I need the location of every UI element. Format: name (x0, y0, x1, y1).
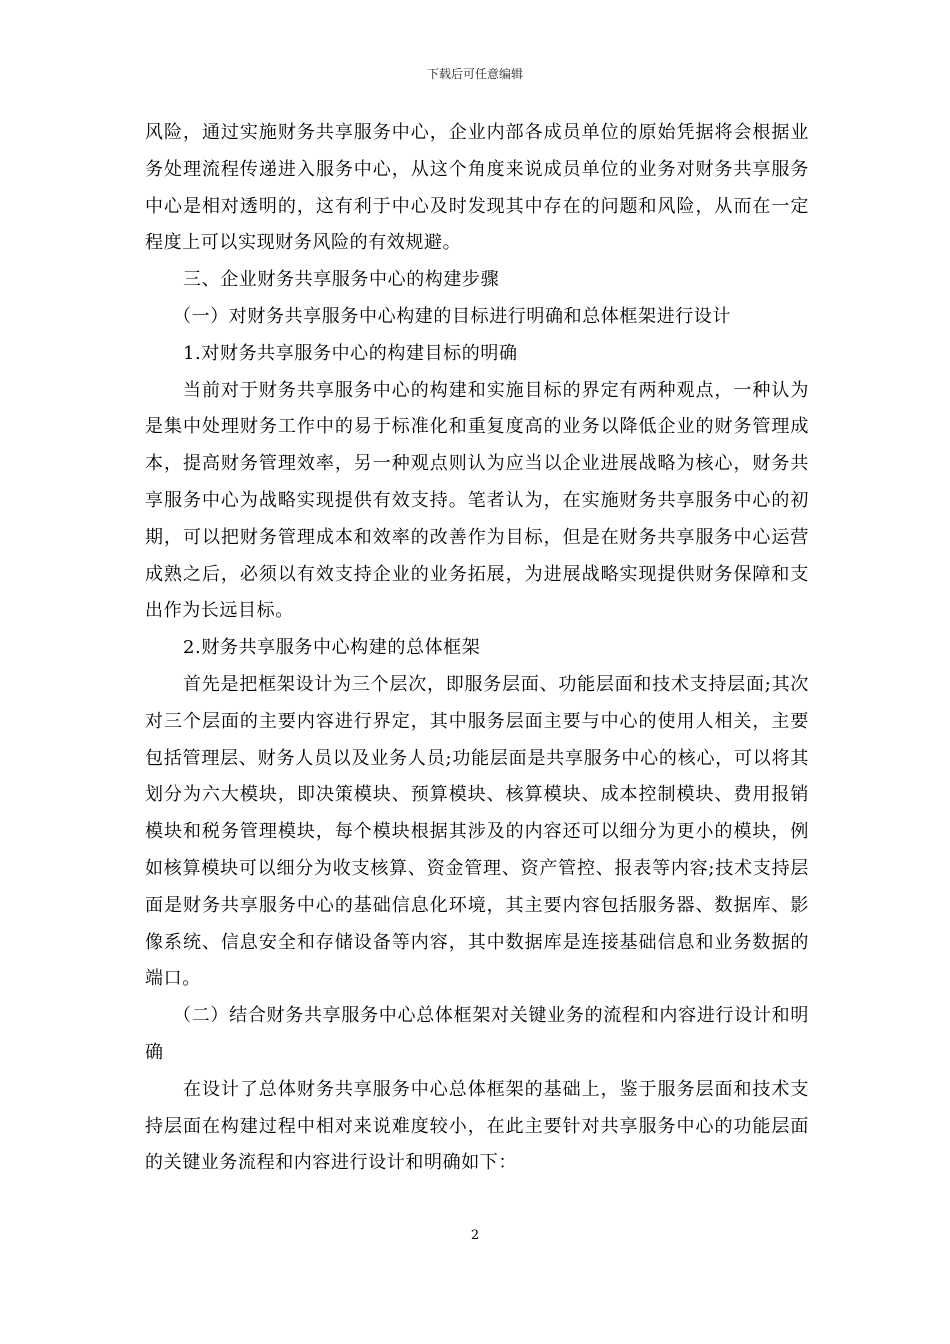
item-heading-overall-framework: 2.财务共享服务中心构建的总体框架 (183, 637, 481, 659)
document-body (145, 115, 809, 1182)
paragraph-risk-continuation: 风险，通过实施财务共享服务中心，企业内部各成员单位的原始凭据将会根据业务处理流程传递进入服务中心，从这个角度来说成员单位的业务对财务共享服务中心是相对透明的，这有利于中心及时发现其中存在的问题和风险，从而在一定程度上可以实现财务风险的有效规避。 (145, 122, 809, 254)
page-number: 2 (470, 1228, 480, 1243)
paragraph-key-business: 在设计了总体财务共享服务中心总体框架的基础上，鉴于服务层面和技术支持层面在构建过程中相对来说难度较小，在此主要针对共享服务中心的功能层面的关键业务流程和内容进行设计和明确如下： (145, 1078, 809, 1174)
subsection-heading-key-business: （二）结合财务共享服务中心总体框架对关键业务的流程和内容进行设计和明确 (145, 1005, 809, 1063)
paragraph-goals: 当前对于财务共享服务中心的构建和实施目标的界定有两种观点，一种认为是集中处理财务工作中的易于标准化和重复度高的业务以降低企业的财务管理成本，提高财务管理效率，另一种观点则认为应当以企业进展战略为核心，财务共享服务中心为战略实现提供有效支持。笔者认为，在实施财务共享服务中心的初期，可以把财务管理成本和效率的改善作为目标，但是在财务共享服务中心运营成熟之后，必须以有效支持企业的业务拓展，为进展战略实现提供财务保障和支出作为长远目标。 (145, 379, 809, 622)
item-heading-construction-goals: 1.对财务共享服务中心的构建目标的明确 (183, 342, 518, 364)
subsection-heading-goals-framework: （一）对财务共享服务中心构建的目标进行明确和总体框架进行设计 (173, 305, 731, 327)
page-header: 下载后可任意编辑 (426, 67, 523, 81)
section-heading-construction-steps: 三、企业财务共享服务中心的构建步骤 (183, 269, 500, 291)
paragraph-framework: 首先是把框架设计为三个层次，即服务层面、功能层面和技术支持层面;其次对三个层面的主要内容进行界定，其中服务层面主要与中心的使用人相关，主要包括管理层、财务人员以及业务人员;功能层面是共享服务中心的核心，可以将其划分为六大模块，即决策模块、预算模块、核算模块、成本控制模块、费用报销模块和税务管理模块，每个模块根据其涉及的内容还可以细分为更小的模块，例如核算模块可以细分为收支核算、资金管理、资产管控、报表等内容;技术支持层面是财务共享服务中心的基础信息化环境，其主要内容包括服务器、数据库、影像系统、信息安全和存储设备等内容，其中数据库是连接基础信息和业务数据的端口。 (145, 673, 809, 990)
